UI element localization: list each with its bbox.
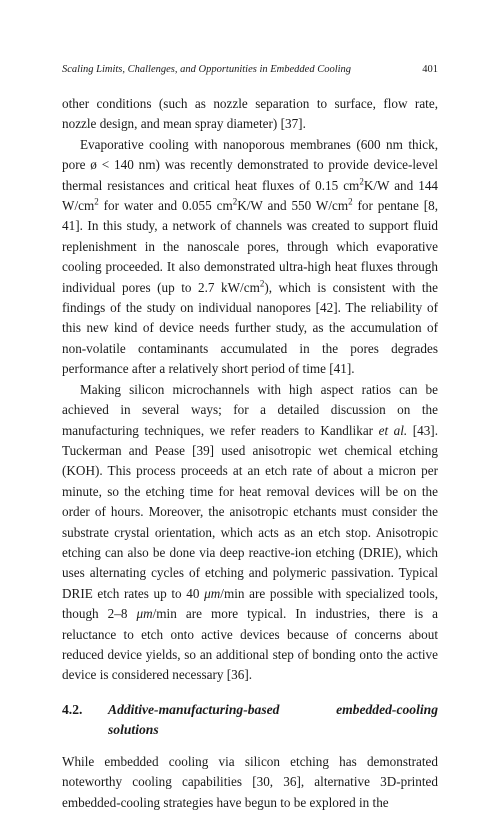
text-run: for pentane [8, 41]. In this study, a network of channels was created to support fluid replenishment in the nanoscale pores, through which evaporative cooling proceeded. It also demonstrated ultra-high heat fluxes through individual pores (up to 2.7 kW/cm: [62, 198, 438, 295]
paragraph-evaporative-cooling: [62, 135, 438, 380]
superscript: 2: [259, 278, 265, 289]
page-number: 401: [422, 64, 438, 75]
superscript: 2: [359, 176, 364, 187]
micrometer-unit: μm: [136, 606, 153, 622]
running-header: [62, 64, 438, 75]
superscript: 2: [348, 196, 353, 207]
section-heading: [62, 700, 438, 740]
section-title: Additive-manufacturing-based embedded-cooling solutions: [108, 701, 438, 737]
page-body: [62, 94, 438, 813]
section-number: 4.2.: [62, 701, 83, 717]
text-run: /min are more typical. In industries, there is a reluctance to etch onto active devices because of concerns about reduced device yields, so an additional step of bonding onto the active device is considered necessary [36].: [62, 606, 439, 683]
paragraph-additive-manufacturing: While embedded cooling via silicon etching has demonstrated noteworthy cooling capabilities [30, 36], alternative 3D-printed embedded-cooling strategies have begun to be explored in the: [62, 753, 438, 810]
text-run: [43]. Tuckerman and Pease [39] used anisotropic wet chemical etching (KOH). This process proceeds at an etch rate of about a micron per minute, so the etching time for heat removal devices will be on the order of hours. Moreover, the anisotropic etchants must consider the substrate crystal orientation, which acts as an etch stop. Anisotropic etching can also be done via deep reactive-ion etching (DRIE), which uses alternating cycles of etching and polymeric passivation. Typical DRIE etch rates up to 40: [62, 422, 438, 601]
text-run: for water and 0.055 cm: [98, 198, 233, 214]
paragraph-continuation: other conditions (such as nozzle separation to surface, flow rate, nozzle design, and mean spray diameter) [37].: [62, 96, 438, 132]
text-run: K/W and 144 W/cm: [62, 177, 439, 214]
text-run: Evaporative cooling with nanoporous membranes (600 nm thick, pore ø < 140 nm) was recently demonstrated to provide device-level thermal resistances and critical heat fluxes of 0.15 cm: [62, 136, 438, 193]
superscript: 2: [232, 196, 238, 207]
running-title: Scaling Limits, Challenges, and Opportunities in Embedded Cooling: [62, 64, 352, 75]
text-run: /min are possible with specialized tools, though 2–8: [62, 585, 438, 622]
paragraph-silicon-microchannels: [62, 380, 438, 686]
text-run: ), which is consistent with the findings of the study on individual nanopores [42]. The reliability of this new kind of device needs further study, as the accumulation of non-volatile contaminants accumulated in the pores degrades performance after a relatively short period of time [41].: [62, 279, 438, 377]
micrometer-unit: μm: [204, 585, 221, 601]
text-run: K/W and 550 W/cm: [237, 198, 349, 214]
superscript: 2: [94, 196, 99, 207]
text-run: Making silicon microchannels with high aspect ratios can be achieved in several ways; for a detailed discussion on the manufacturing techniques, we refer readers to Kandlikar: [62, 381, 438, 438]
et-al: et al.: [378, 422, 408, 438]
